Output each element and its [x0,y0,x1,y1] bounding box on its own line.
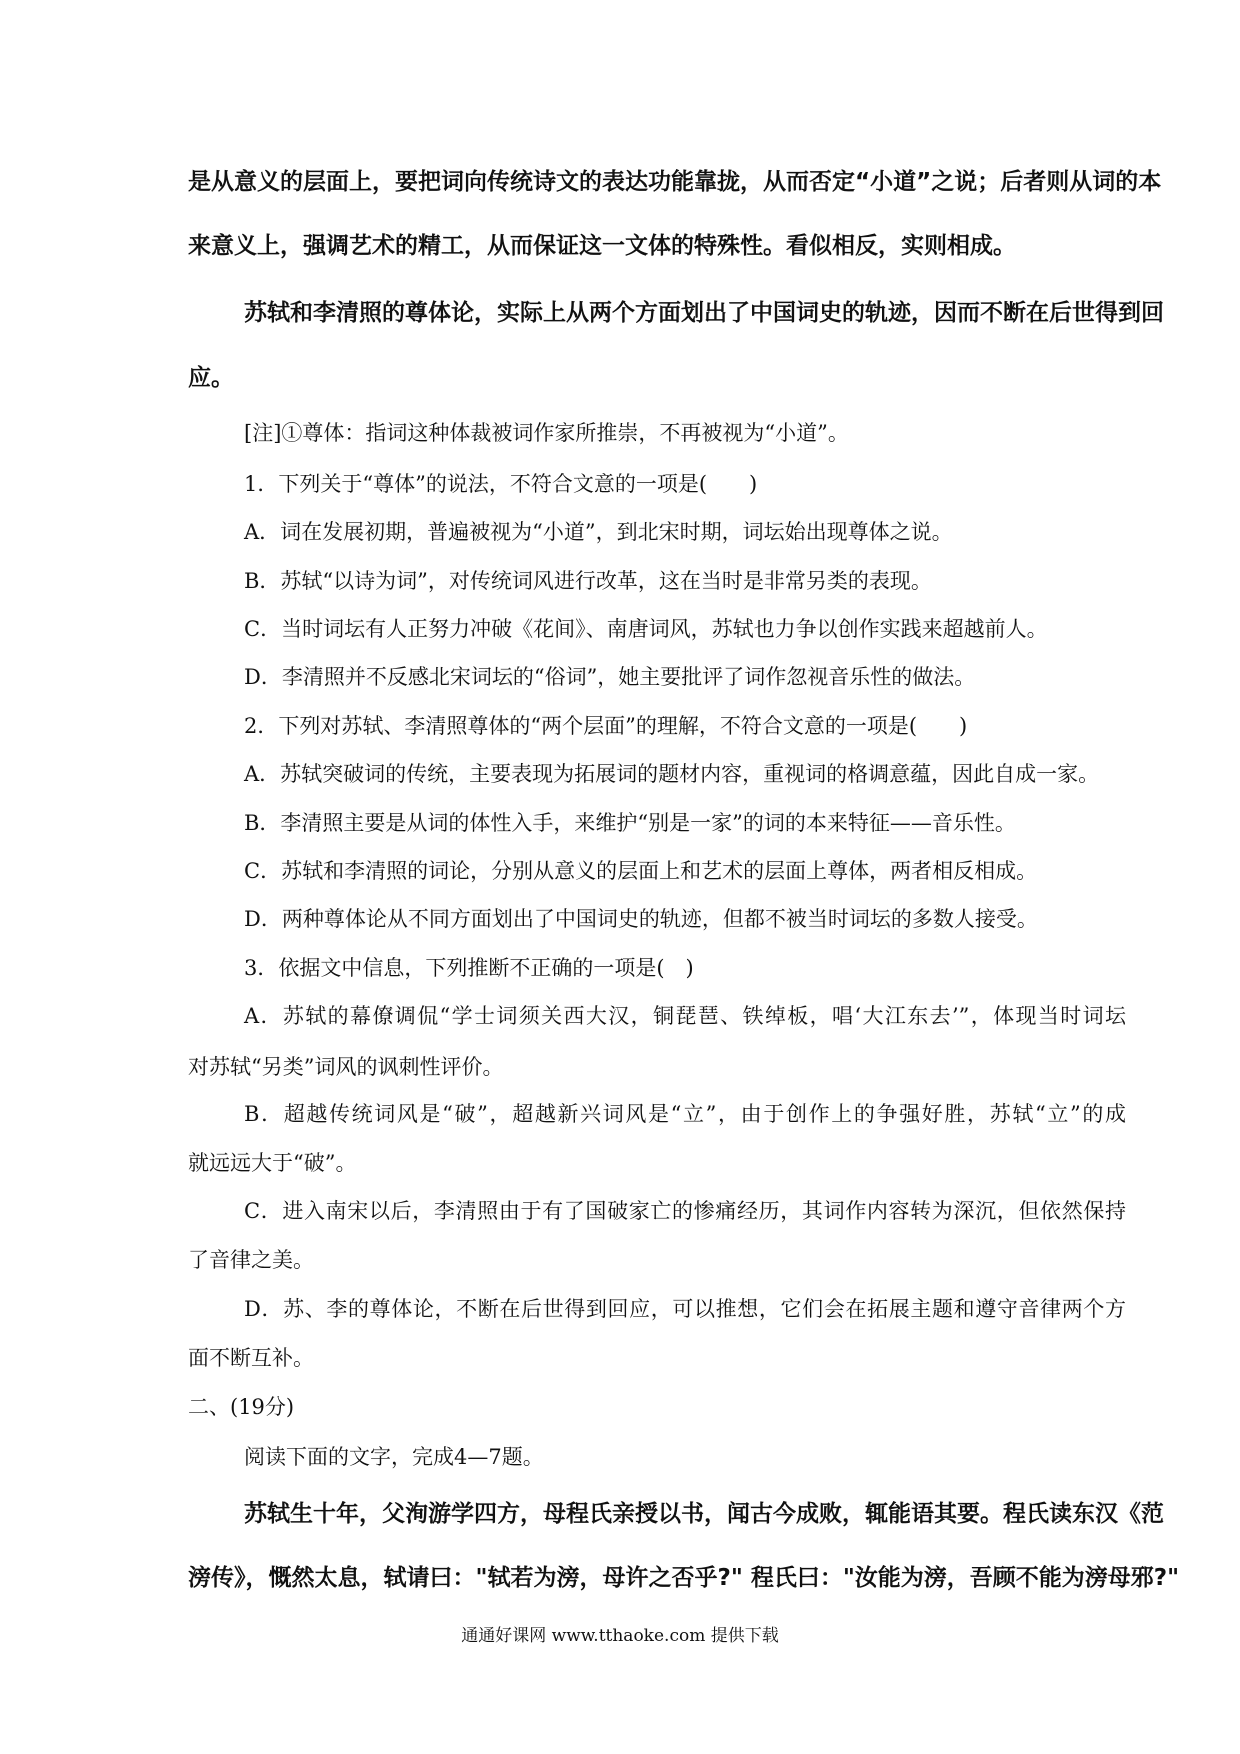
passage-line: 苏轼和李清照的尊体论，实际上从两个方面划出了中国词史的轨迹，因而不断在后世得到回 [244,300,1164,326]
question-1-option-a: A．词在发展初期，普遍被视为“小道”，到北宋时期，词坛始出现尊体之说。 [244,520,953,544]
section-heading: 二、(19分) [188,1395,295,1419]
question-3-option-d: D．苏、李的尊体论，不断在后世得到回应，可以推想，它们会在拓展主题和遵守音律两个方 [244,1297,1126,1321]
question-3-option-d-cont: 面不断互补。 [188,1346,314,1370]
question-2-option-b: B．李清照主要是从词的体性入手，来维护“别是一家”的词的本来特征——音乐性。 [244,811,1016,835]
question-3-option-c-cont: 了音律之美。 [188,1248,314,1272]
question-3-option-b: B．超越传统词风是“破”，超越新兴词风是“立”，由于创作上的争强好胜，苏轼“立”的成 [244,1102,1126,1126]
passage-line: 是从意义的层面上，要把词向传统诗文的表达功能靠拢，从而否定“小道”之说；后者则从词的本 [188,169,1162,195]
question-3-option-a-cont: 对苏轼“另类”词风的讽刺性评价。 [188,1055,504,1079]
passage-line: 应。 [188,365,234,391]
question-1-option-c: C．当时词坛有人正努力冲破《花间》、南唐词风，苏轼也力争以创作实践来超越前人。 [244,617,1048,641]
question-1-stem: 1．下列关于“尊体”的说法，不符合文意的一项是( ) [244,472,758,496]
question-3-option-b-cont: 就远远大于“破”。 [188,1151,357,1175]
question-2-option-a: A．苏轼突破词的传统，主要表现为拓展词的题材内容，重视词的格调意蕴，因此自成一家。 [244,762,1100,786]
question-3-stem: 3．依据文中信息，下列推断不正确的一项是( ) [244,956,694,980]
footer-watermark: 通通好课网 www.tthaoke.com 提供下载 [461,1626,779,1646]
question-1-option-d: D．李清照并不反感北宋词坛的“俗词”，她主要批评了词作忽视音乐性的做法。 [244,665,976,689]
section-instruction: 阅读下面的文字，完成4—7题。 [244,1445,544,1469]
question-2-stem: 2．下列对苏轼、李清照尊体的“两个层面”的理解，不符合文意的一项是( ) [244,714,968,738]
question-2-option-d: D．两种尊体论从不同方面划出了中国词史的轨迹，但都不被当时词坛的多数人接受。 [244,907,1038,931]
question-2-option-c: C．苏轼和李清照的词论，分别从意义的层面上和艺术的层面上尊体，两者相反相成。 [244,859,1038,883]
passage-line: 苏轼生十年，父洵游学四方，母程氏亲授以书，闻古今成败，辄能语其要。程氏读东汉《范 [244,1501,1164,1527]
question-3-option-c: C．进入南宋以后，李清照由于有了国破家亡的惨痛经历，其词作内容转为深沉，但依然保持 [244,1199,1126,1223]
question-1-option-b: B．苏轼“以诗为词”，对传统词风进行改革，这在当时是非常另类的表现。 [244,569,932,593]
passage-line: 来意义上，强调艺术的精工，从而保证这一文体的特殊性。看似相反，实则相成。 [188,233,1016,259]
footnote: [注]①尊体：指词这种体裁被词作家所推崇，不再被视为“小道”。 [244,421,849,445]
question-3-option-a: A．苏轼的幕僚调侃“学士词须关西大汉，铜琵琶、铁绰板，唱‘大江东去’”，体现当时词坛 [244,1004,1126,1028]
passage-line: 滂传》，慨然太息，轼请曰："轼若为滂，母许之否乎?" 程氏曰："汝能为滂，吾顾不能为滂母邪?" [188,1565,1180,1591]
